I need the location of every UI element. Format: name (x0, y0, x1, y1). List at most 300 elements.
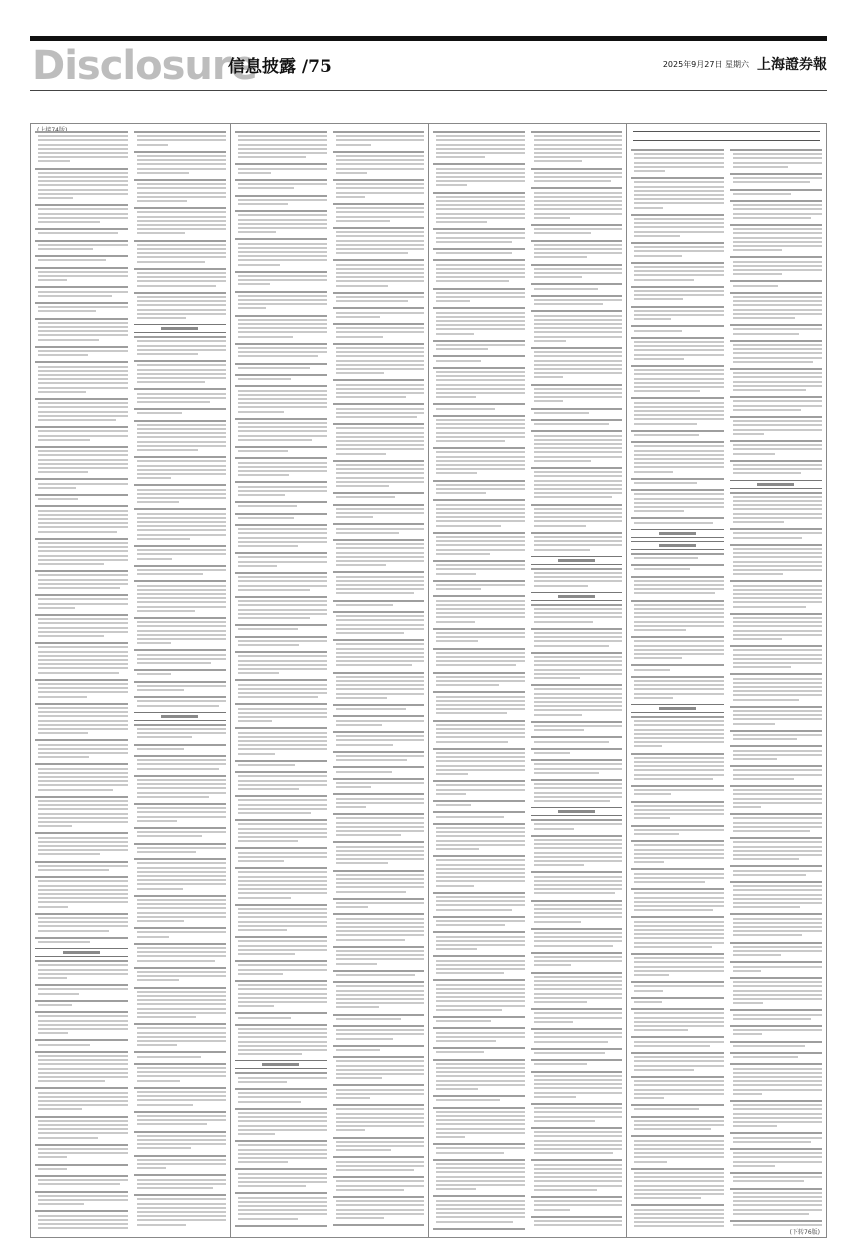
text-line (433, 892, 525, 894)
text-line (436, 816, 504, 818)
text-line (634, 629, 686, 631)
text-line (235, 481, 327, 483)
text-line (333, 704, 425, 706)
text-line (733, 750, 823, 752)
text-line (733, 830, 810, 832)
text-line (634, 378, 724, 380)
text-line (634, 153, 724, 155)
text-line (238, 319, 327, 321)
text-line (38, 821, 128, 823)
text-line (238, 295, 327, 297)
text-line (436, 423, 525, 425)
section-title: 信息披露 /75 (228, 57, 332, 77)
text-line (238, 490, 327, 492)
text-line (634, 1025, 724, 1027)
text-line (436, 1171, 525, 1173)
text-line (336, 144, 371, 146)
text-line (238, 1081, 287, 1083)
text-line (137, 936, 169, 938)
text-line (336, 159, 425, 161)
text-line (333, 715, 425, 717)
text-line (333, 523, 425, 525)
text-line (35, 937, 128, 939)
column-3 (428, 123, 626, 1238)
text-line (333, 672, 425, 674)
text-line (534, 456, 623, 458)
text-line (436, 396, 476, 398)
text-line (35, 1175, 128, 1177)
text-line (137, 377, 227, 379)
text-line (38, 1055, 128, 1057)
text-line (733, 552, 823, 554)
text-line (38, 622, 128, 624)
text-line (531, 264, 623, 266)
text-line (733, 237, 823, 239)
text-line (733, 317, 795, 319)
text-line (38, 607, 75, 609)
text-line (333, 841, 425, 843)
text-line (433, 1143, 525, 1145)
text-line (534, 884, 623, 886)
text-line (631, 676, 724, 678)
text-line (733, 601, 823, 603)
text-line (531, 721, 623, 723)
text-line (436, 208, 525, 210)
text-line (38, 487, 76, 489)
text-line (333, 379, 425, 381)
text-line (733, 630, 823, 632)
text-line (137, 1119, 227, 1121)
text-line (35, 739, 128, 741)
text-line (534, 729, 585, 731)
text-line (730, 706, 823, 708)
text-line (336, 231, 425, 233)
text-line (436, 948, 477, 950)
text-line (333, 460, 425, 462)
text-line (38, 672, 119, 674)
text-line (336, 994, 425, 996)
text-line (38, 275, 128, 277)
text-line (336, 508, 425, 510)
text-line (35, 960, 128, 962)
text-line (634, 345, 724, 347)
text-line (436, 139, 525, 141)
text-line (634, 314, 724, 316)
text-line (336, 355, 425, 357)
text-line (336, 1033, 425, 1035)
text-line (35, 1011, 128, 1013)
text-line (534, 677, 580, 679)
text-line (336, 628, 425, 630)
text-line (433, 931, 525, 933)
text-line (38, 780, 128, 782)
text-line (436, 741, 508, 743)
text-line (134, 456, 227, 458)
text-line (336, 926, 425, 928)
text-line (38, 555, 128, 557)
text-line (336, 168, 425, 170)
text-line (733, 1137, 823, 1139)
text-line (436, 360, 481, 362)
text-line (238, 775, 327, 777)
text-line (733, 573, 784, 575)
text-line (336, 444, 425, 446)
text-line (634, 592, 715, 594)
text-line (534, 964, 572, 966)
text-line (634, 279, 694, 281)
text-line (38, 1120, 128, 1122)
text-line (238, 1077, 327, 1079)
text-line (38, 817, 128, 819)
text-line (733, 1076, 823, 1078)
text-line (137, 200, 187, 202)
text-line (238, 953, 295, 955)
text-line (733, 1018, 811, 1020)
text-line (534, 1180, 623, 1182)
text-line (238, 708, 327, 710)
text-line (38, 813, 128, 815)
text-line (333, 778, 425, 780)
text-line (336, 1093, 425, 1095)
text-line (534, 1092, 623, 1094)
text-line (238, 660, 327, 662)
text-line (733, 686, 823, 688)
text-line (634, 892, 724, 894)
text-line (730, 730, 823, 732)
text-line (134, 151, 227, 153)
text-line (436, 536, 525, 538)
text-line (238, 406, 327, 408)
text-line (634, 873, 724, 875)
text-line (134, 420, 227, 422)
text-line (137, 951, 227, 953)
text-line (238, 1116, 327, 1118)
text-line (336, 235, 425, 237)
text-line (35, 204, 128, 206)
text-line (733, 381, 823, 383)
text-line (238, 1185, 306, 1187)
text-line (634, 897, 724, 899)
text-line (534, 908, 623, 910)
text-line (137, 1008, 227, 1010)
text-line (137, 728, 227, 730)
text-line (436, 1163, 525, 1165)
text-line (733, 699, 800, 701)
text-line (433, 1159, 525, 1161)
text-line (436, 232, 525, 234)
text-line (634, 957, 724, 959)
text-line (634, 226, 724, 228)
text-line (38, 221, 100, 223)
text-line (35, 286, 128, 288)
text-line (336, 676, 425, 678)
text-line (733, 798, 823, 800)
text-line (436, 324, 525, 326)
text-line (238, 949, 327, 951)
text-line (733, 232, 823, 234)
text-line (730, 256, 823, 258)
text-line (38, 825, 72, 827)
text-line (235, 291, 327, 293)
text-line (238, 1209, 327, 1211)
column-4 (626, 123, 827, 1238)
text-line (634, 1209, 724, 1211)
text-line (238, 251, 327, 253)
text-line (534, 520, 623, 522)
text-line (531, 1008, 623, 1010)
text-line (436, 640, 478, 642)
text-line (433, 415, 525, 417)
text-line (235, 1192, 327, 1194)
text-line (733, 723, 776, 725)
text-line (534, 176, 623, 178)
text-line (238, 1173, 327, 1175)
text-line (733, 181, 810, 183)
text-line (38, 587, 120, 589)
text-line (35, 426, 128, 428)
text-line (436, 1212, 525, 1214)
text-line (433, 1095, 525, 1097)
text-line (38, 1092, 128, 1094)
text-line (534, 252, 623, 254)
text-line (733, 1224, 823, 1226)
text-line (531, 1071, 623, 1073)
text-line (433, 447, 525, 449)
text-line (336, 874, 425, 876)
text-line (238, 888, 327, 890)
text-line (238, 945, 327, 947)
text-line (336, 1065, 425, 1067)
text-line (534, 860, 623, 862)
text-line (336, 648, 425, 650)
text-line (531, 871, 623, 873)
text-line (38, 559, 128, 561)
text-line (137, 1143, 227, 1145)
text-line (531, 652, 623, 654)
text-line (238, 929, 287, 931)
text-line (634, 1124, 724, 1126)
text-line (235, 524, 327, 526)
text-line (634, 925, 724, 927)
text-line (534, 1164, 623, 1166)
text-line (634, 833, 679, 835)
text-line (733, 517, 823, 519)
text-line (733, 1029, 823, 1031)
text-line (238, 880, 327, 882)
text-line (137, 369, 227, 371)
text-line (38, 683, 128, 685)
text-line (730, 149, 823, 151)
text-line (436, 872, 525, 874)
text-line (733, 714, 823, 716)
text-line (531, 928, 623, 930)
text-line (336, 1108, 425, 1110)
text-line (436, 1180, 525, 1182)
text-line (534, 192, 623, 194)
text-line (238, 528, 327, 530)
text-line (631, 478, 724, 480)
text-line (634, 657, 682, 659)
text-line (333, 151, 425, 153)
text-line (436, 827, 525, 829)
text-line (631, 489, 724, 491)
text-line (38, 208, 128, 210)
text-line (634, 929, 724, 931)
text-line (733, 1213, 810, 1215)
text-line (433, 580, 525, 582)
text-line (634, 318, 671, 320)
text-line (534, 988, 623, 990)
text-line (534, 303, 604, 305)
text-line (38, 1199, 128, 1201)
text-line (733, 817, 823, 819)
text-line (534, 839, 623, 841)
text-line (436, 328, 525, 330)
text-line (534, 1176, 623, 1178)
text-line (436, 525, 501, 527)
text-line (634, 684, 724, 686)
text-line (238, 347, 327, 349)
text-line (137, 971, 227, 973)
text-line (436, 616, 525, 618)
text-line (137, 1080, 180, 1082)
text-line (38, 1156, 67, 1158)
text-line (534, 1001, 587, 1003)
text-line (733, 1152, 823, 1154)
text-line (534, 232, 591, 234)
text-line (38, 804, 128, 806)
text-line (35, 796, 128, 798)
text-line (137, 903, 227, 905)
text-line (436, 176, 525, 178)
text-line (534, 608, 623, 610)
text-line (333, 870, 425, 872)
text-line (137, 851, 197, 853)
text-line (634, 250, 724, 252)
text-line (733, 1113, 823, 1115)
text-line (634, 298, 683, 300)
text-line (235, 1140, 327, 1142)
text-line (38, 885, 128, 887)
text-line (534, 540, 623, 542)
text-line (534, 1140, 623, 1142)
text-line (336, 958, 425, 960)
text-line (137, 1016, 196, 1018)
text-line (38, 1108, 82, 1110)
newspaper-logo: 上海證券報 (757, 57, 827, 73)
text-line (534, 400, 564, 402)
text-line (238, 435, 327, 437)
text-line (235, 501, 327, 503)
text-line (634, 482, 697, 484)
text-line (38, 837, 128, 839)
text-line (38, 450, 128, 452)
text-line (35, 763, 128, 765)
text-line (534, 796, 623, 798)
text-line (534, 315, 623, 317)
text-line (433, 1195, 525, 1197)
text-line (534, 1083, 623, 1085)
text-line (634, 1120, 724, 1122)
text-line (35, 876, 128, 878)
column-2-text (235, 129, 424, 1232)
text-line (336, 934, 425, 936)
text-line (634, 202, 724, 204)
text-line (38, 354, 88, 356)
text-line (38, 1096, 128, 1098)
text-line (534, 960, 623, 962)
text-line (137, 493, 227, 495)
text-line (436, 584, 525, 586)
text-line (336, 364, 425, 366)
text-line (137, 1139, 227, 1141)
text-line (733, 376, 823, 378)
text-line (336, 886, 425, 888)
text-line (733, 328, 823, 330)
text-line (336, 543, 425, 545)
section-heading-bar (134, 324, 227, 333)
text-line (436, 1080, 525, 1082)
text-line (531, 1103, 623, 1105)
text-line (534, 256, 588, 258)
text-line (433, 823, 525, 825)
text-line (436, 544, 525, 546)
text-line (336, 990, 425, 992)
text-line (436, 992, 525, 994)
text-line (531, 628, 623, 630)
text-line (137, 569, 227, 571)
text-line (733, 177, 823, 179)
text-line (336, 347, 425, 349)
text-line (733, 429, 823, 431)
text-line (38, 845, 128, 847)
text-line (436, 664, 516, 666)
text-line (137, 163, 227, 165)
text-line (534, 156, 623, 158)
text-line (631, 286, 724, 288)
text-line (730, 492, 823, 494)
text-line (436, 1067, 525, 1069)
text-line (534, 336, 623, 338)
text-line (134, 408, 227, 410)
text-line (631, 868, 724, 870)
text-line (336, 615, 425, 617)
text-line (631, 825, 724, 827)
text-line (634, 580, 724, 582)
brand-wordmark: Disclosure (32, 43, 257, 89)
text-line (238, 144, 327, 146)
text-line (531, 187, 623, 189)
text-line (534, 787, 623, 789)
text-line (534, 160, 583, 162)
text-line (436, 1000, 525, 1002)
text-line (134, 1051, 227, 1053)
text-line (238, 692, 327, 694)
text-line (137, 192, 227, 194)
text-line (634, 1060, 724, 1062)
text-line (38, 463, 128, 465)
text-line (38, 1080, 105, 1082)
text-line (238, 984, 327, 986)
text-line (531, 819, 623, 821)
text-line (733, 934, 803, 936)
text-line (534, 772, 600, 774)
text-line (137, 261, 206, 263)
text-line (534, 752, 571, 754)
text-line (134, 1131, 227, 1133)
text-line (137, 393, 227, 395)
text-line (336, 331, 425, 333)
